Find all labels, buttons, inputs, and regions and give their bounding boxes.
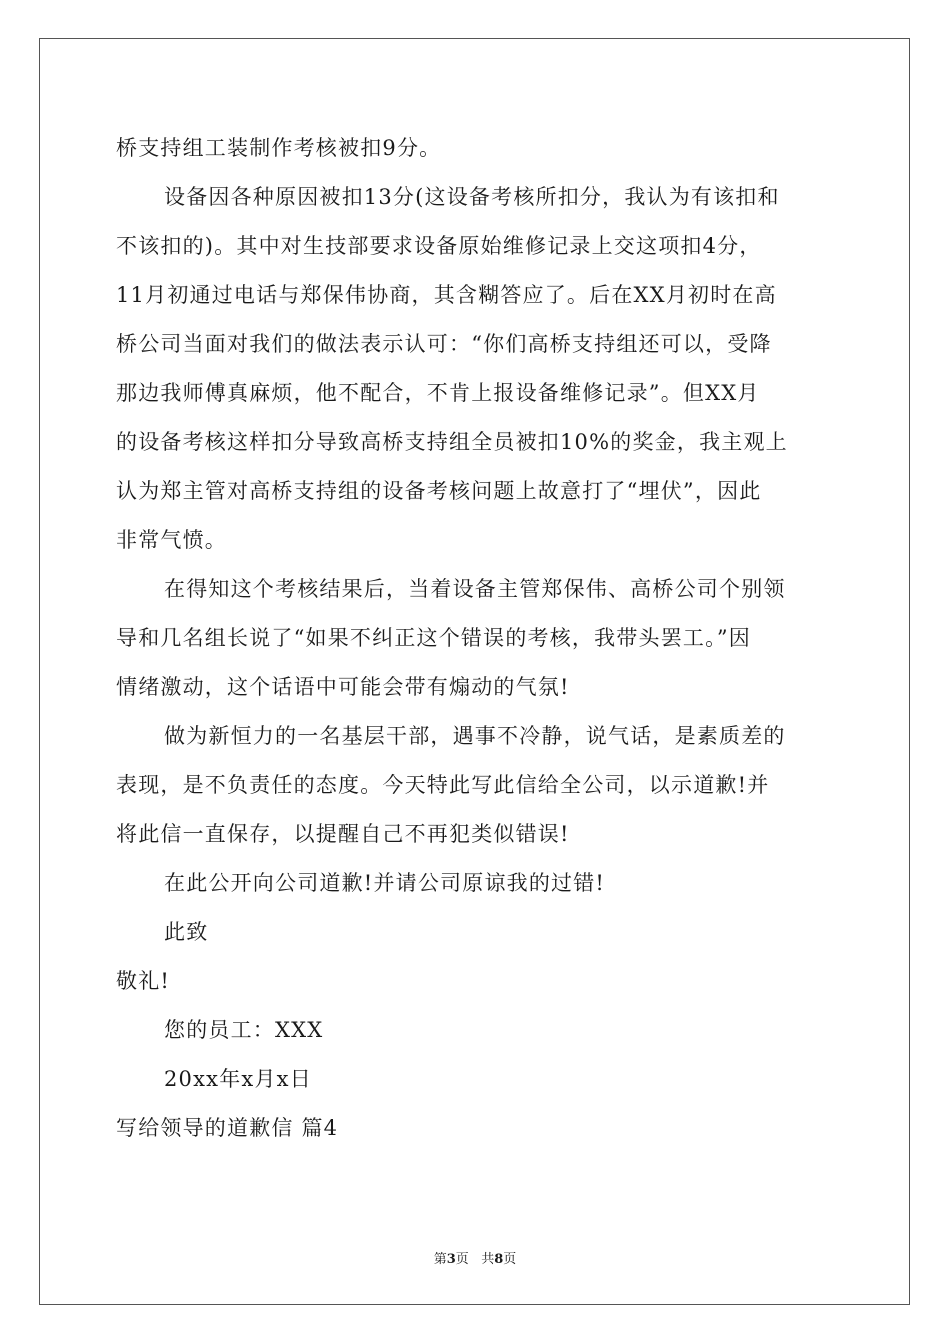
text-line-5: 桥公司当面对我们的做法表示认可：“你们高桥支持组还可以，受降 — [116, 332, 772, 356]
text-line-1: 桥支持组工装制作考核被扣9分。 — [116, 136, 442, 160]
text-line-6: 那边我师傅真麻烦，他不配合，不肯上报设备维修记录”。但XX月 — [116, 381, 760, 405]
closing-respect: 敬礼! — [116, 969, 171, 993]
footer-total-prefix: 共 — [481, 1252, 495, 1267]
footer-prefix: 第 — [433, 1252, 447, 1267]
text-line-11: 导和几名组长说了“如果不纠正这个错误的考核，我带头罢工。”因 — [116, 626, 751, 650]
text-line-13: 做为新恒力的一名基层干部，遇事不冷静，说气话，是素质差的 — [164, 724, 786, 748]
closing-salutation: 此致 — [164, 920, 209, 944]
text-line-2: 设备因各种原因被扣13分(这设备考核所扣分，我认为有该扣和 — [164, 185, 780, 209]
text-line-8: 认为郑主管对高桥支持组的设备考核问题上故意打了“埋伏”，因此 — [116, 479, 762, 503]
text-line-16: 在此公开向公司道歉!并请公司原谅我的过错! — [164, 871, 606, 895]
footer-page-suffix: 页 — [455, 1252, 469, 1267]
text-line-12: 情绪激动，这个话语中可能会带有煽动的气氛! — [116, 675, 570, 699]
text-line-15: 将此信一直保存，以提醒自己不再犯类似错误! — [116, 822, 570, 846]
text-line-4: 11月初通过电话与郑保伟协商，其含糊答应了。后在XX月初时在高 — [116, 283, 777, 307]
date: 20xx年x月x日 — [164, 1067, 312, 1091]
section-heading: 写给领导的道歉信 篇4 — [116, 1116, 339, 1140]
footer-total-suffix: 页 — [503, 1252, 517, 1267]
text-line-3: 不该扣的)。其中对生技部要求设备原始维修记录上交这项扣4分， — [116, 234, 762, 258]
text-line-14: 表现，是不负责任的态度。今天特此写此信给全公司，以示道歉!并 — [116, 773, 770, 797]
footer-total-pages: 8 — [494, 1252, 504, 1267]
footer-page-number: 3 — [446, 1252, 456, 1267]
page-footer — [0, 1248, 950, 1267]
text-line-7: 的设备考核这样扣分导致高桥支持组全员被扣10%的奖金，我主观上 — [116, 430, 788, 454]
signature: 您的员工：XXX — [164, 1018, 324, 1042]
text-line-9: 非常气愤。 — [116, 528, 227, 552]
text-line-10: 在得知这个考核结果后，当着设备主管郑保伟、高桥公司个别领 — [164, 577, 786, 601]
document-body — [116, 124, 842, 1153]
